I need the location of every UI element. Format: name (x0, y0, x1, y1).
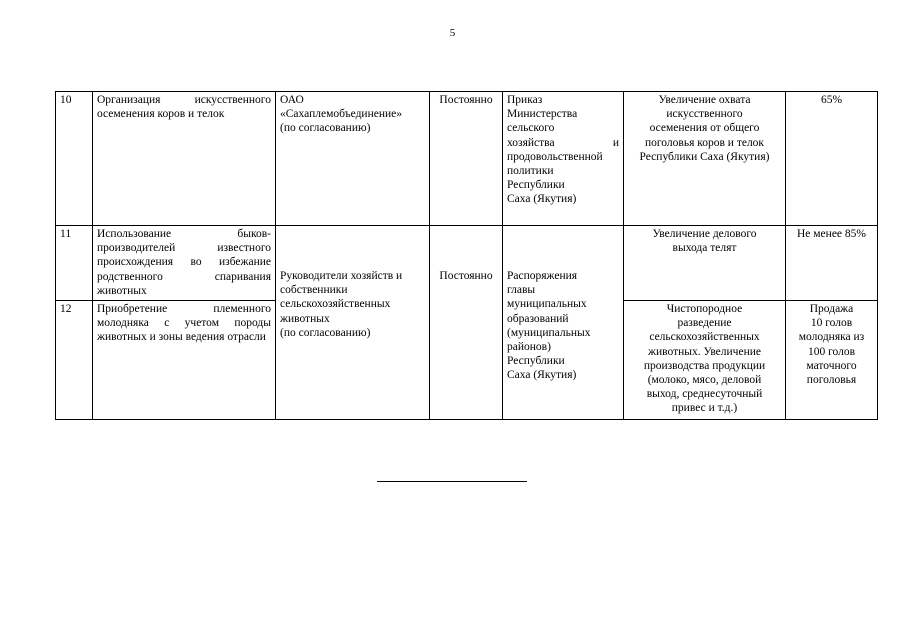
basis-cell: Приказ Министерства сельского хозяйства и продовольственной политики Республики Саха (Якутия) (503, 92, 624, 226)
row-number: 11 (56, 226, 93, 301)
measure-cell: Организация искусственного осеменения коров и телок (93, 92, 276, 226)
measures-table (55, 91, 878, 420)
page-number: 5 (449, 27, 456, 39)
row-number: 10 (56, 92, 93, 226)
basis-cell-shared: Распоряжения главы муниципальных образований (муниципальных районов) Республики Саха (Якутия) (503, 226, 624, 420)
measure-cell: Приобретение племенного молодняка с учетом породы животных и зоны ведения отрасли (93, 301, 276, 420)
term-cell: Постоянно (430, 92, 503, 226)
term-cell-shared: Постоянно (430, 226, 503, 420)
result-cell: Чистопородное разведение сельскохозяйственных животных. Увеличение производства продукции (молоко, мясо, деловой выход, среднесуточный привес и т.д.) (624, 301, 786, 420)
result-cell: Увеличение охвата искусственного осеменения от общего поголовья коров и телок Республики Саха (Якутия) (624, 92, 786, 226)
executor-cell: ОАО «Сахаплемобъединение» (по согласованию) (276, 92, 430, 226)
indicator-cell: 65% (786, 92, 878, 226)
indicator-cell: Не менее 85% (786, 226, 878, 301)
measure-cell: Использование быков-производителей известного происхождения во избежание родственного спаривания животных (93, 226, 276, 301)
table-row-11 (56, 226, 878, 301)
indicator-cell: Продажа 10 голов молодняка из 100 голов маточного поголовья (786, 301, 878, 420)
table-row-10 (56, 92, 878, 226)
executor-cell-shared: Руководители хозяйств и собственники сельскохозяйственных животных (по согласованию) (276, 226, 430, 420)
row-number: 12 (56, 301, 93, 420)
result-cell: Увеличение делового выхода телят (624, 226, 786, 301)
footer-separator-line (377, 481, 527, 482)
